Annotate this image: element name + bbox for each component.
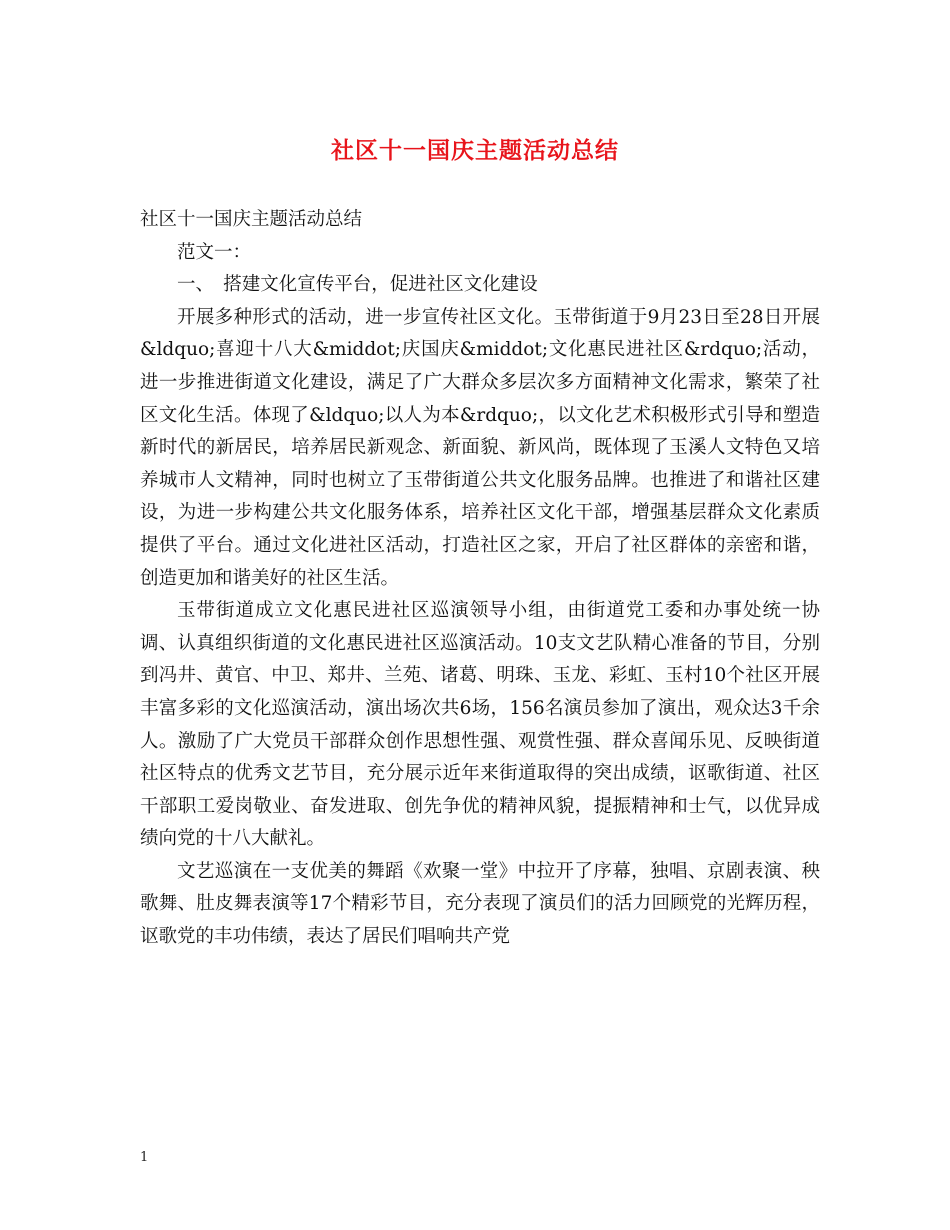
- page-number: 1: [140, 1150, 149, 1165]
- paragraph-body-1: 开展多种形式的活动，进一步宣传社区文化。玉带街道于9月23日至28日开展&ldquo;喜迎十八大&middot;庆国庆&middot;文化惠民进社区&rdquo;活动，进一步推进街道文化建设，满足了广大群众多层次多方面精神文化需求，繁荣了社区文化生活。体现了&ldquo;以人为本&rdquo;，以文化艺术积极形式引导和塑造新时代的新居民，培养居民新观念、新面貌、新风尚，既体现了玉溪人文特色又培养城市人文精神，同时也树立了玉带街道公共文化服务品牌。也推进了和谐社区建设，为进一步构建公共文化服务体系，培养社区文化干部，增强基层群众文化素质提供了平台。通过文化进社区活动，打造社区之家，开启了社区群体的亲密和谐，创造更加和谐美好的社区生活。: [140, 306, 820, 589]
- paragraph-sample-label: 范文一：: [177, 241, 252, 263]
- document-title: 社区十一国庆主题活动总结: [331, 137, 619, 164]
- paragraph-body-2: 玉带街道成立文化惠民进社区巡演领导小组，由街道党工委和办事处统一协调、认真组织街道的文化惠民进社区巡演活动。10支文艺队精心准备的节目，分别到冯井、黄官、中卫、郑井、兰苑、诸葛、明珠、玉龙、彩虹、玉村10个社区开展丰富多彩的文化巡演活动，演出场次共6场，156名演员参加了演出，观众达3千余人。激励了广大党员干部群众创作思想性强、观赏性强、群众喜闻乐见、反映街道社区特点的优秀文艺节目，充分展示近年来街道取得的突出成绩，讴歌街道、社区干部职工爱岗敬业、奋发进取、创先争优的精神风貌，提振精神和士气，以优异成绩向党的十八大献礼。: [140, 600, 820, 850]
- paragraph-body-3: 文艺巡演在一支优美的舞蹈《欢聚一堂》中拉开了序幕，独唱、京剧表演、秧歌舞、肚皮舞表演等17个精彩节目，充分表现了演员们的活力回顾党的光辉历程，讴歌党的丰功伟绩，表达了居民们唱响共产党: [140, 860, 820, 948]
- paragraph-section-heading: 一、 搭建文化宣传平台，促进社区文化建设: [177, 274, 538, 296]
- paragraph-heading: 社区十一国庆主题活动总结: [140, 209, 363, 230]
- document-body: [140, 204, 820, 954]
